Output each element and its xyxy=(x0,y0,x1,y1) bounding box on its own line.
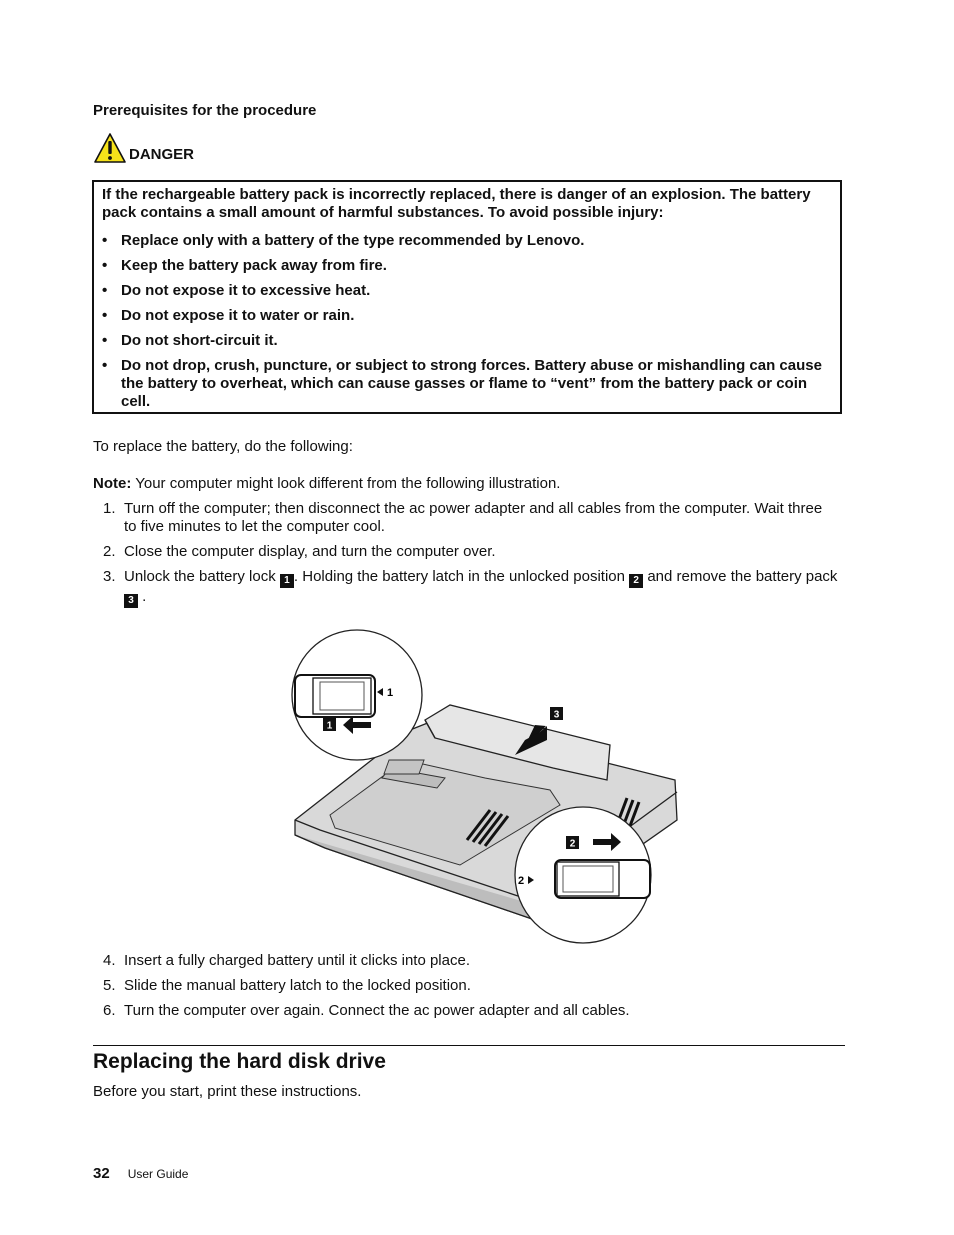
step-item xyxy=(93,952,838,970)
section-divider xyxy=(93,1045,845,1046)
danger-list xyxy=(102,232,833,411)
step-text: Close the computer display, and turn the computer over. xyxy=(124,543,496,560)
danger-item: • Do not expose it to excessive heat. xyxy=(102,282,833,300)
step-number: 3. xyxy=(103,568,116,585)
step-text: Turn off the computer; then disconnect the ac power adapter and all cables from the computer. Wait three to five minutes to let the computer cool. xyxy=(124,500,823,535)
danger-item: • Do not drop, crush, puncture, or subject to strong forces. Battery abuse or mishandling can cause the battery to overheat, which can cause gasses or flame to “vent” from the battery pack or coin cell. xyxy=(102,357,833,411)
callout-badge: 3 xyxy=(124,594,138,608)
danger-box xyxy=(92,180,842,414)
section-title: Replacing the hard disk drive xyxy=(93,1050,386,1073)
callout-3: 3 xyxy=(553,709,560,721)
step-item xyxy=(93,500,838,536)
step-number: 4. xyxy=(103,952,116,969)
callout-2: 2 xyxy=(569,838,576,850)
step-text: . xyxy=(142,588,147,605)
note-paragraph xyxy=(93,475,560,493)
note-text: Your computer might look different from the following illustration. xyxy=(135,475,561,492)
warning-icon xyxy=(93,132,127,164)
step-item xyxy=(93,1002,838,1020)
footer-title: User Guide xyxy=(127,1167,189,1181)
step-text: and remove the battery pack xyxy=(647,568,838,585)
step-item xyxy=(93,543,838,561)
step-number: 2. xyxy=(103,543,116,560)
danger-header xyxy=(93,128,194,164)
danger-intro: If the rechargeable battery pack is incorrectly replaced, there is danger of an explosion. The battery pack contains a small amount of harmful substances. To avoid possible injury: xyxy=(102,186,811,221)
latch1-label: 1 xyxy=(387,687,394,699)
latch2-label: 2 xyxy=(518,875,525,887)
intro-paragraph: To replace the battery, do the following: xyxy=(93,438,353,455)
page-number: 32 xyxy=(93,1165,110,1182)
danger-item: • Keep the battery pack away from fire. xyxy=(102,257,833,275)
danger-item: • Replace only with a battery of the type recommended by Lenovo. xyxy=(102,232,833,250)
step-text: Insert a fully charged battery until it clicks into place. xyxy=(124,952,470,969)
battery-removal-illustration xyxy=(285,620,685,945)
latch2-zoom xyxy=(515,807,651,943)
danger-item: • Do not expose it to water or rain. xyxy=(102,307,833,325)
step-item xyxy=(93,977,838,995)
steps-list xyxy=(93,500,838,615)
callout-badge: 2 xyxy=(629,574,643,588)
step-number: 5. xyxy=(103,977,116,994)
step-text: Unlock the battery lock xyxy=(124,568,276,585)
latch1-zoom xyxy=(292,630,422,760)
step-number: 1. xyxy=(103,500,116,517)
step-text: Turn the computer over again. Connect the ac power adapter and all cables. xyxy=(124,1002,630,1019)
prerequisites-heading: Prerequisites for the procedure xyxy=(93,102,317,119)
step-number: 6. xyxy=(103,1002,116,1019)
steps-list xyxy=(93,952,838,1027)
danger-item: • Do not short-circuit it. xyxy=(102,332,833,350)
note-label: Note: xyxy=(93,475,132,492)
step-text: . Holding the battery latch in the unlocked position xyxy=(293,568,625,585)
step-text: Slide the manual battery latch to the locked position. xyxy=(124,977,471,994)
callout-badge: 1 xyxy=(280,574,294,588)
danger-label: DANGER xyxy=(129,146,195,163)
callout-1: 1 xyxy=(326,720,333,732)
step-item xyxy=(93,568,838,608)
before-paragraph: Before you start, print these instructions. xyxy=(93,1083,362,1100)
page-footer xyxy=(93,1165,188,1182)
